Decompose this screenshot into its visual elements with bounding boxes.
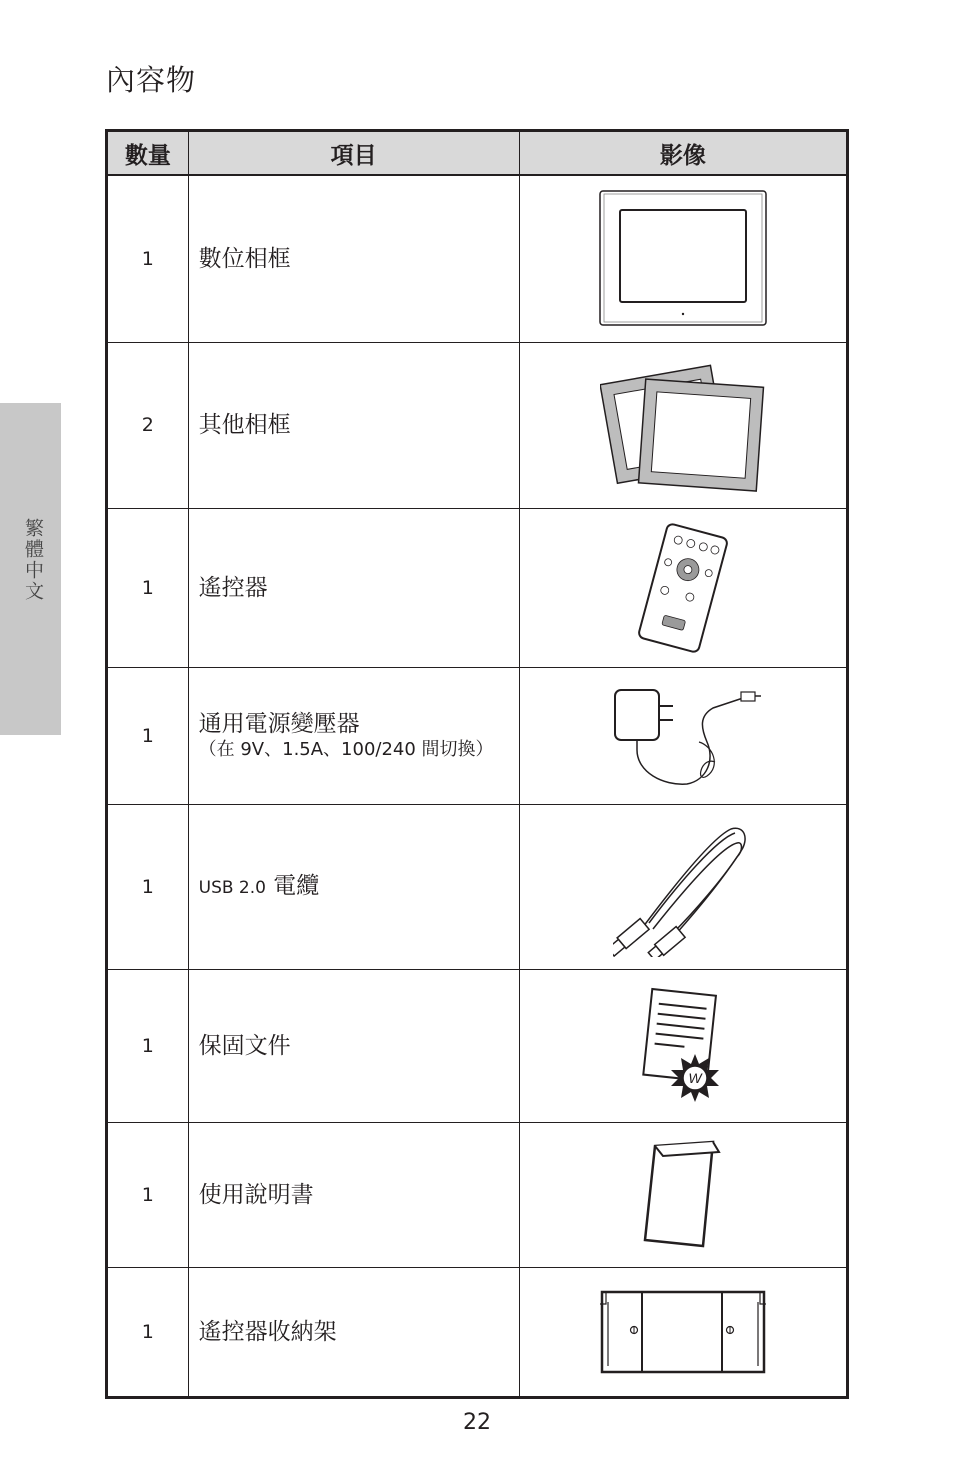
extra-frames-icon xyxy=(600,355,765,495)
header-qty: 數量 xyxy=(107,131,189,176)
row-image xyxy=(519,342,847,508)
row-qty: 1 xyxy=(107,1122,189,1267)
row-item: 數位相框 xyxy=(188,175,519,342)
page-title: 內容物 xyxy=(106,63,197,97)
contents-table xyxy=(105,129,849,1399)
warranty-document-icon xyxy=(633,986,733,1106)
user-manual-icon xyxy=(633,1140,733,1250)
row-item: 遙控器 xyxy=(188,508,519,667)
row-item-subtext: （在 9V、1.5A、100/240 間切換） xyxy=(198,739,494,760)
row-qty: 1 xyxy=(107,969,189,1122)
header-item: 項目 xyxy=(188,131,519,176)
table-row xyxy=(107,667,848,804)
table-row xyxy=(107,804,848,969)
table-row xyxy=(107,175,848,342)
page-number: 22 xyxy=(463,1410,491,1435)
row-image xyxy=(519,1267,847,1397)
row-qty: 2 xyxy=(107,342,189,508)
row-image xyxy=(519,804,847,969)
row-qty: 1 xyxy=(107,1267,189,1397)
row-item: 使用說明書 xyxy=(188,1122,519,1267)
svg-text:W: W xyxy=(688,1069,702,1086)
header-image: 影像 xyxy=(519,131,847,176)
table-row xyxy=(107,1267,848,1397)
row-item: 通用電源變壓器 （在 9V、1.5A、100/240 間切換） xyxy=(188,667,519,804)
row-image xyxy=(519,508,847,667)
table-row xyxy=(107,969,848,1122)
power-adapter-icon xyxy=(603,676,763,796)
table-row xyxy=(107,342,848,508)
row-item: 其他相框 xyxy=(188,342,519,508)
row-image xyxy=(519,667,847,804)
row-item: 遙控器收納架 xyxy=(188,1267,519,1397)
row-image xyxy=(519,1122,847,1267)
row-image xyxy=(519,175,847,342)
row-item: USB 2.0 電纜 xyxy=(188,804,519,969)
language-tab-label: 繁體中文 xyxy=(22,518,44,602)
row-item: 保固文件 xyxy=(188,969,519,1122)
remote-holder-icon xyxy=(596,1288,770,1376)
usb-cable-icon xyxy=(613,817,753,957)
row-qty: 1 xyxy=(107,175,189,342)
remote-control-icon xyxy=(628,523,738,653)
table-header-row xyxy=(107,131,848,176)
row-qty: 1 xyxy=(107,667,189,804)
digital-frame-icon xyxy=(598,189,768,329)
row-qty: 1 xyxy=(107,804,189,969)
row-image xyxy=(519,969,847,1122)
usb-label: USB 2.0 xyxy=(198,877,266,898)
table-row xyxy=(107,1122,848,1267)
row-qty: 1 xyxy=(107,508,189,667)
table-row xyxy=(107,508,848,667)
